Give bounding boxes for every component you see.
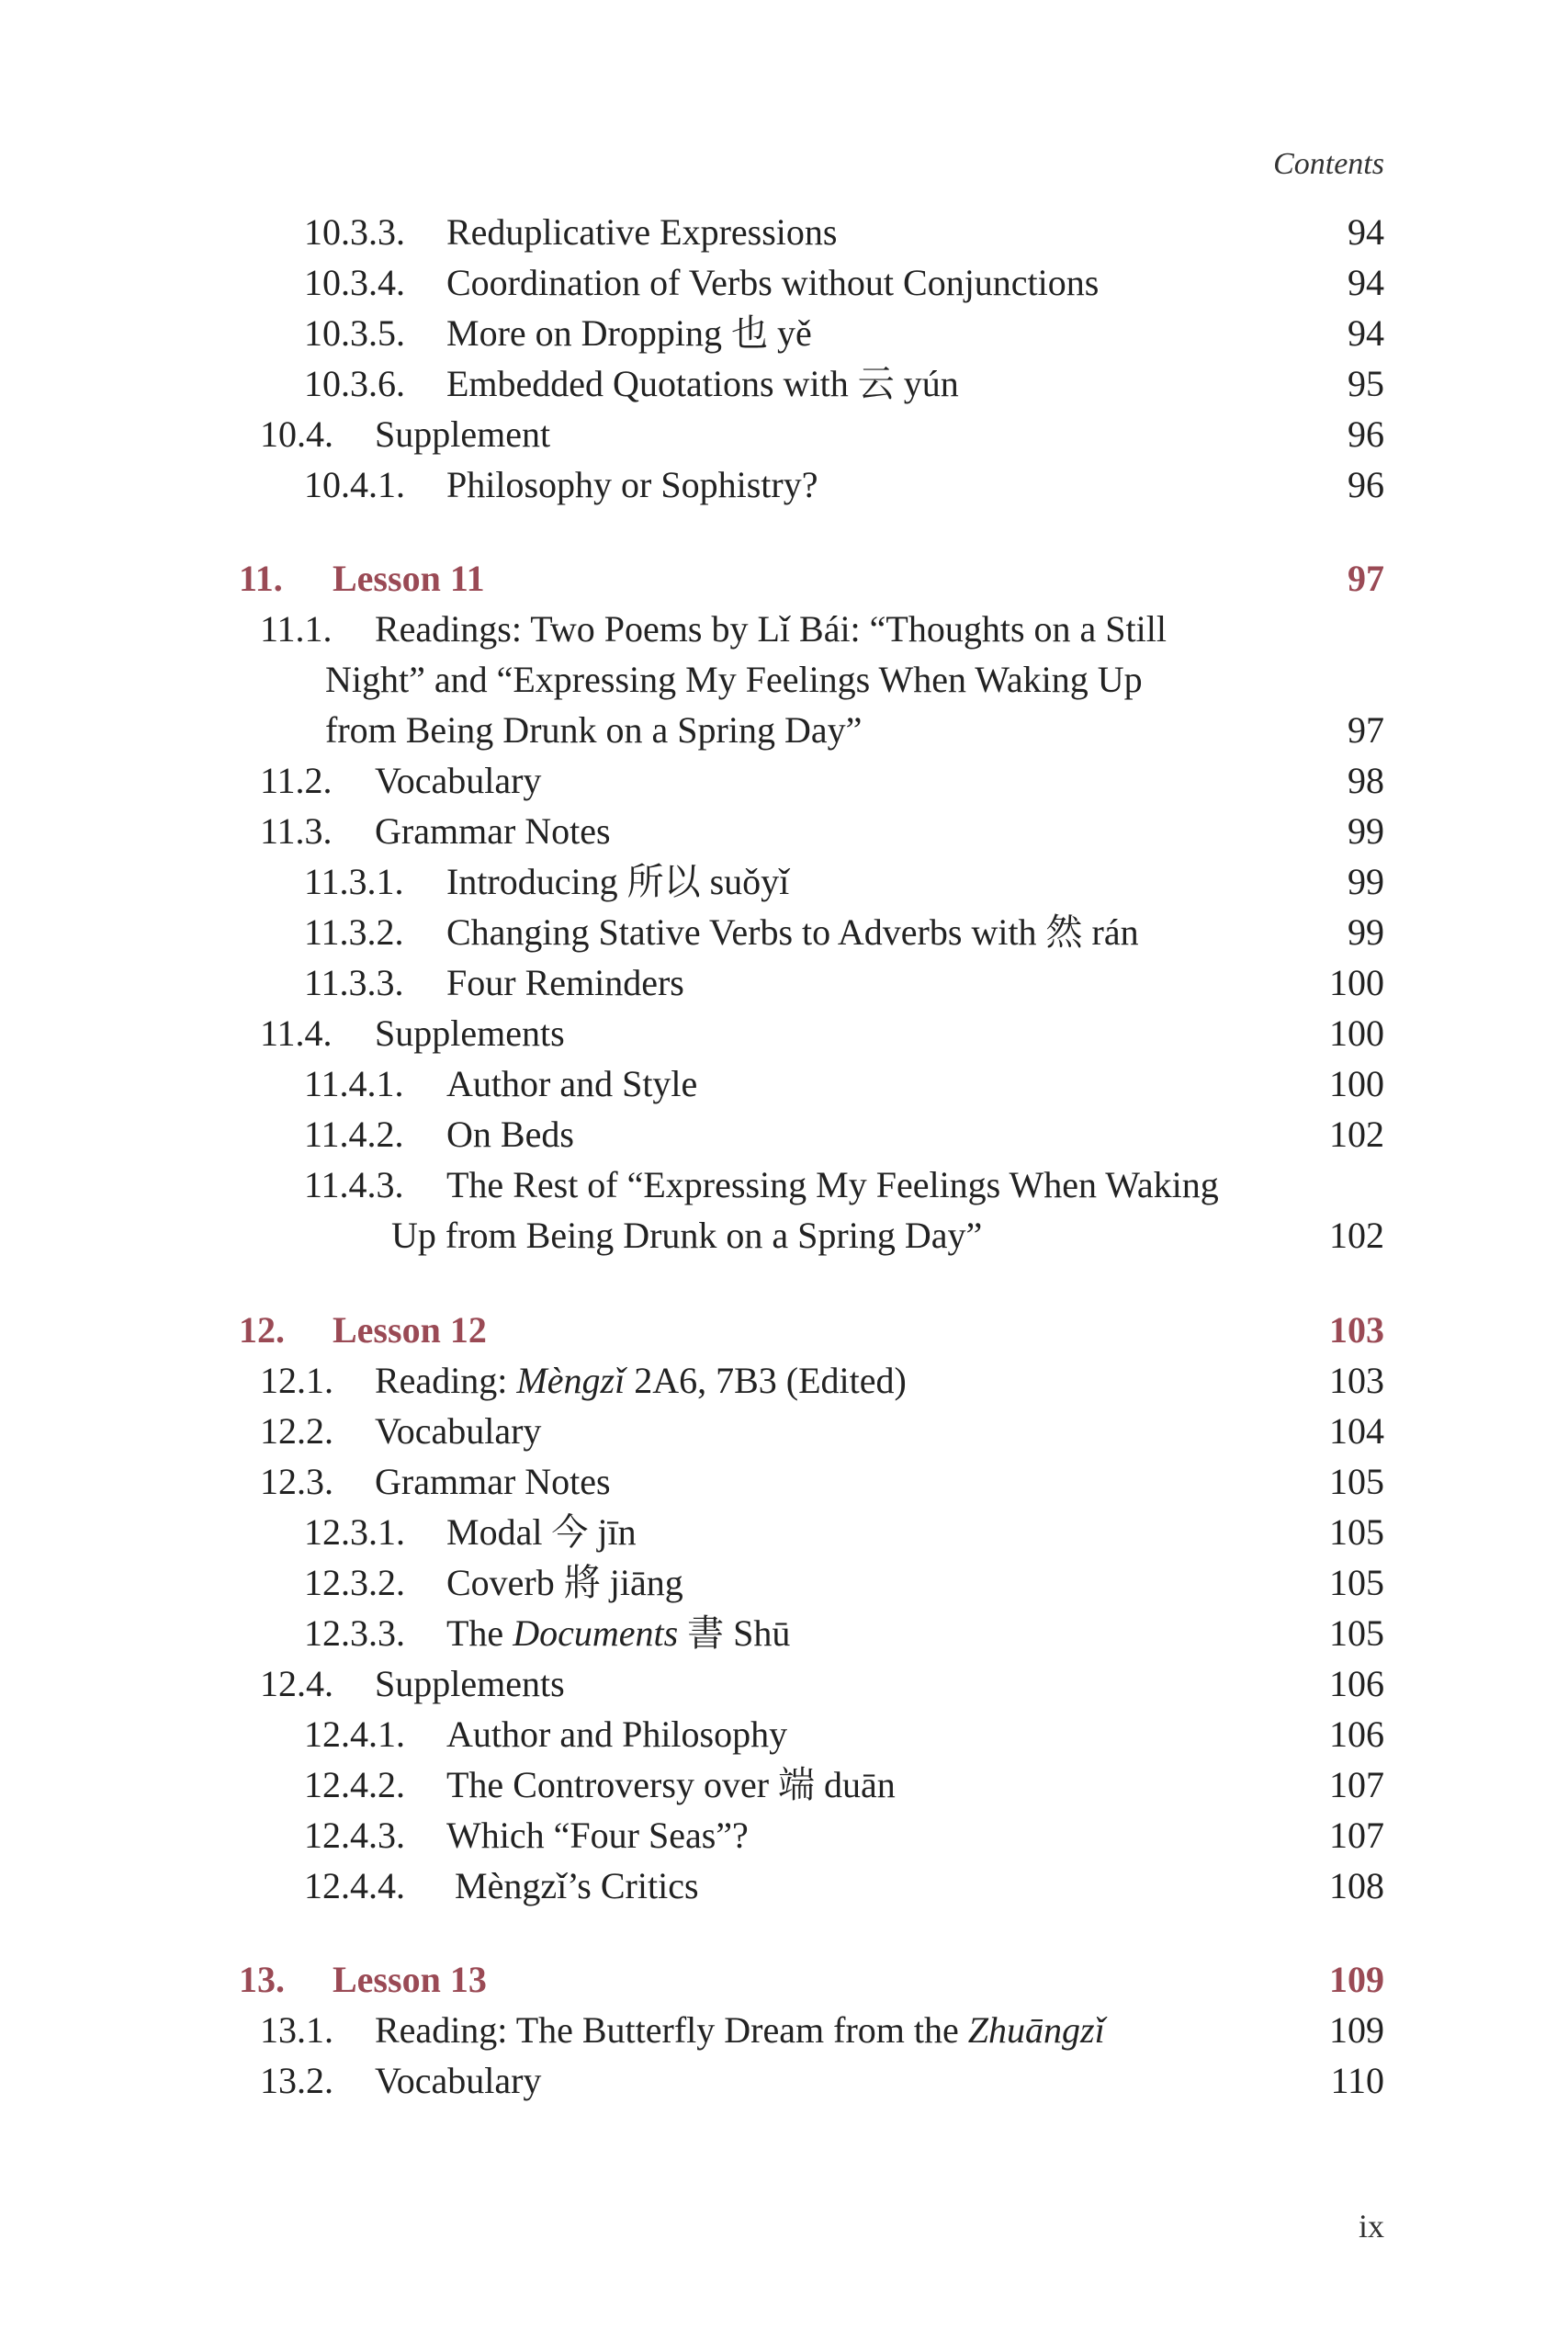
entry-title-line-2: Up from Being Drunk on a Spring Day” [391,1215,983,1256]
toc-entry-11-4-1[interactable] [0,1058,1568,1109]
title-suffix: 2A6, 7B3 (Edited) [625,1360,907,1401]
entry-title: Coordination of Verbs without Conjunctions [446,262,1100,303]
title-prefix: The [446,1612,513,1654]
entry-title: Embedded Quotations with 云 yún [446,363,959,404]
lesson-page: 97 [1348,558,1384,599]
entry-page: 109 [1329,2009,1384,2051]
entry-page: 99 [1348,861,1384,902]
entry-title: Author and Style [446,1063,698,1104]
entry-number: 12.4. [260,1663,333,1704]
toc-entry-11-4-3[interactable] [0,1159,1568,1210]
lesson-page: 109 [1329,1959,1384,2000]
toc-lesson-13[interactable] [0,1954,1568,2005]
entry-number: 10.3.3. [304,211,405,253]
entry-number: 10.3.6. [304,363,405,404]
title-italic: Mèngzǐ [516,1360,626,1401]
entry-number: 12.4.3. [304,1815,405,1856]
entry-title [375,1355,907,1406]
entry-page: 105 [1329,1461,1384,1502]
toc-lesson-11[interactable] [0,553,1568,604]
entry-title: Grammar Notes [375,810,611,852]
entry-page: 103 [1329,1360,1384,1401]
entry-page: 105 [1329,1612,1384,1654]
entry-number: 10.3.4. [304,262,405,303]
entry-number: 11.4.3. [304,1164,404,1205]
entry-number: 12.2. [260,1410,333,1452]
entry-number: 12.1. [260,1360,333,1401]
entry-title: Vocabulary [375,1410,542,1452]
entry-page: 108 [1329,1865,1384,1906]
lesson-number: 13. [239,1959,285,2000]
toc-entry-12-4-2[interactable] [0,1759,1568,1810]
title-suffix: 書 Shū [678,1612,791,1654]
entry-page: 107 [1329,1815,1384,1856]
toc-entry-12-4-3[interactable] [0,1810,1568,1860]
entry-title: Four Reminders [446,962,684,1003]
lesson-title: Lesson 13 [333,1959,487,2000]
lesson-title: Lesson 11 [333,558,485,599]
entry-title: Supplements [375,1012,565,1054]
entry-title: Introducing 所以 suǒyǐ [446,861,790,902]
entry-page: 94 [1348,211,1384,253]
toc-entry-11-3[interactable] [0,806,1568,856]
entry-number: 12.4.1. [304,1713,405,1755]
entry-title: Modal 今 jīn [446,1511,637,1553]
entry-title: Supplements [375,1663,565,1704]
entry-page: 110 [1330,2060,1384,2101]
entry-title [375,2005,1105,2055]
entry-number: 12.4.2. [304,1764,405,1805]
entry-number: 12.3. [260,1461,333,1502]
toc-entry-12-4-1[interactable] [0,1709,1568,1759]
entry-page: 100 [1329,1063,1384,1104]
toc-entry-12-2[interactable] [0,1406,1568,1456]
entry-number: 11.4.2. [304,1114,404,1155]
entry-title-line-1: Readings: Two Poems by Lǐ Bái: “Thoughts on a Still [375,608,1167,650]
entry-page: 100 [1329,962,1384,1003]
entry-number: 10.4.1. [304,464,405,505]
entry-page: 104 [1329,1410,1384,1452]
toc-entry-10-3-4[interactable] [0,257,1568,308]
title-italic: Documents [513,1612,679,1654]
entry-title: Which “Four Seas”? [446,1815,749,1856]
toc-entry-11-2[interactable] [0,755,1568,806]
toc-entry-12-3-2[interactable] [0,1557,1568,1608]
toc-entry-11-4-2[interactable] [0,1109,1568,1159]
entry-title: Mèngzǐ’s Critics [455,1865,699,1906]
toc-entry-12-1[interactable] [0,1355,1568,1406]
running-head: Contents [1273,147,1384,181]
entry-number: 11.2. [260,760,333,801]
entry-title: Vocabulary [375,2060,542,2101]
entry-page: 105 [1329,1562,1384,1603]
toc-entry-10-3-6[interactable] [0,358,1568,409]
toc-entry-13-1[interactable] [0,2005,1568,2055]
entry-title-line-3: from Being Drunk on a Spring Day” [325,709,863,751]
entry-title-line-2: Night” and “Expressing My Feelings When Waking Up [325,659,1143,700]
toc-entry-12-4[interactable] [0,1658,1568,1709]
entry-page: 94 [1348,312,1384,354]
toc-entry-11-3-2[interactable] [0,907,1568,957]
toc-entry-11-3-1[interactable] [0,856,1568,907]
title-prefix: Reading: [375,1360,517,1401]
entry-number: 11.3. [260,810,333,852]
toc-entry-11-4-3-continued[interactable] [0,1210,1568,1261]
entry-page: 97 [1348,709,1384,751]
toc-lesson-12[interactable] [0,1305,1568,1355]
toc-entry-11-1-continued[interactable] [0,705,1568,755]
entry-number: 12.3.3. [304,1612,405,1654]
entry-title: Vocabulary [375,760,542,801]
toc-entry-11-3-3[interactable] [0,957,1568,1008]
entry-title: More on Dropping 也 yě [446,312,812,354]
entry-number: 10.3.5. [304,312,405,354]
entry-number: 11.4.1. [304,1063,404,1104]
entry-page: 102 [1329,1215,1384,1256]
toc-entry-10-4[interactable] [0,409,1568,459]
entry-page: 105 [1329,1511,1384,1553]
entry-number: 12.4.4. [304,1865,405,1906]
toc-entry-12-3[interactable] [0,1456,1568,1507]
entry-title [446,1608,790,1658]
title-prefix: Reading: The Butterfly Dream from the [375,2009,968,2051]
entry-page: 107 [1329,1764,1384,1805]
title-italic: Zhuāngzǐ [967,2009,1105,2051]
entry-page: 106 [1329,1713,1384,1755]
toc-entry-12-4-4[interactable] [0,1860,1568,1911]
entry-title: Changing Stative Verbs to Adverbs with 然 rán [446,911,1139,953]
entry-number: 13.2. [260,2060,333,2101]
entry-title: Grammar Notes [375,1461,611,1502]
entry-title: Supplement [375,413,551,455]
entry-page: 96 [1348,413,1384,455]
toc-entry-12-3-3[interactable] [0,1608,1568,1658]
toc-entry-11-1[interactable] [0,604,1568,654]
toc-entry-11-4[interactable] [0,1008,1568,1058]
entry-title: The Controversy over 端 duān [446,1764,896,1805]
entry-number: 10.4. [260,413,333,455]
entry-page: 99 [1348,810,1384,852]
toc-entry-11-1-continued[interactable] [0,654,1568,705]
toc-entry-12-3-1[interactable] [0,1507,1568,1557]
entry-number: 12.3.1. [304,1511,405,1553]
entry-page: 99 [1348,911,1384,953]
entry-number: 12.3.2. [304,1562,405,1603]
lesson-number: 12. [239,1309,285,1351]
entry-number: 13.1. [260,2009,333,2051]
entry-title: Coverb 將 jiāng [446,1562,683,1603]
entry-page: 95 [1348,363,1384,404]
entry-number: 11.1. [260,608,333,650]
entry-page: 96 [1348,464,1384,505]
entry-number: 11.3.2. [304,911,404,953]
entry-number: 11.4. [260,1012,333,1054]
toc-entry-13-2[interactable] [0,2055,1568,2106]
entry-title: Author and Philosophy [446,1713,788,1755]
entry-title: On Beds [446,1114,574,1155]
entry-page: 100 [1329,1012,1384,1054]
toc-entry-10-3-5[interactable] [0,308,1568,358]
lesson-page: 103 [1329,1309,1384,1351]
toc-entry-10-3-3[interactable] [0,207,1568,257]
entry-page: 106 [1329,1663,1384,1704]
lesson-title: Lesson 12 [333,1309,487,1351]
entry-page: 98 [1348,760,1384,801]
entry-page: 94 [1348,262,1384,303]
entry-page: 102 [1329,1114,1384,1155]
entry-number: 11.3.3. [304,962,404,1003]
lesson-number: 11. [239,558,283,599]
entry-title: Reduplicative Expressions [446,211,838,253]
toc-entry-10-4-1[interactable] [0,459,1568,510]
entry-title: Philosophy or Sophistry? [446,464,818,505]
entry-title-line-1: The Rest of “Expressing My Feelings When Waking [446,1164,1219,1205]
page-number: ix [1358,2208,1384,2245]
entry-number: 11.3.1. [304,861,404,902]
